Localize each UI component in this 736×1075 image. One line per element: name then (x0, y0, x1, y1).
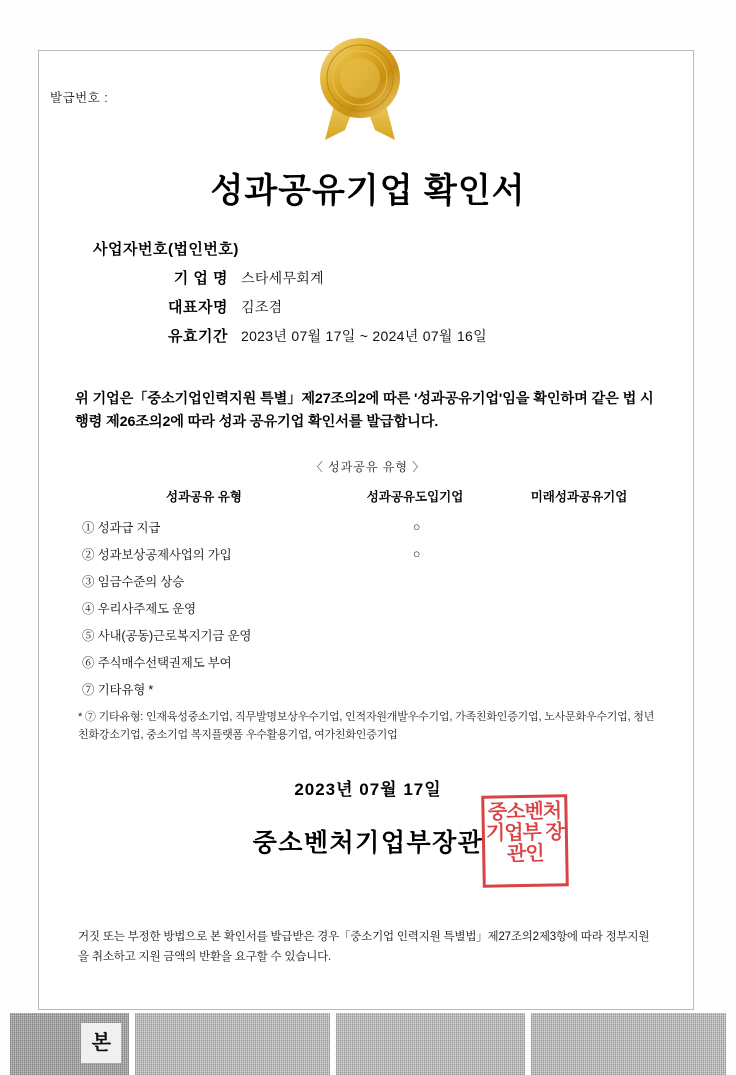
field-row (93, 267, 653, 288)
signer-title: 중소벤처기업부장관 (252, 829, 484, 857)
valid-period-value: 2023년 07월 17일 ~ 2024년 07월 16일 (241, 328, 487, 344)
confirmation-statement: 위 기업은「중소기업인력지원 특별」제27조의2에 따른 '성과공유기업'임을 확인하며 같은 법 시행령 제26조의2에 따라 성과 공유기업 확인서를 발급합니다. (75, 391, 654, 430)
type-label: ② 성과보상공제사업의 가입 (82, 547, 232, 562)
header-type: 성과공유 유형 (166, 490, 242, 504)
company-name-value: 스타세무회계 (241, 270, 324, 286)
representative-value: 김조겸 (241, 299, 283, 315)
field-row (93, 325, 653, 346)
table-row (78, 594, 658, 621)
footnote: * ⑦ 기타유형: 인재육성중소기업, 직무발명보상우수기업, 인적자원개발우수기업, 가족친화인증기업, 노사문화우수기업, 청년친화강소기업, 중소기업 복지플랫폼 우수활용기업, 여가친화인증기업 (78, 711, 655, 742)
type-label: ④ 우리사주제도 운영 (82, 601, 196, 616)
type-label: ① 성과급 지급 (82, 520, 161, 535)
issue-number-label: 발급번호 : (50, 91, 109, 105)
business-number-label: 사업자번호(법인번호) (93, 241, 239, 258)
field-row (93, 238, 653, 259)
table-row (78, 567, 658, 594)
gold-medal-seal-icon (295, 28, 425, 148)
types-table (78, 487, 658, 702)
table-row (78, 513, 658, 540)
type-label: ⑤ 사내(공동)근로복지기금 운영 (82, 628, 252, 643)
official-stamp: 중소벤처 기업부 장관인 (481, 794, 569, 887)
disclaimer-text: 거짓 또는 부정한 방법으로 본 확인서를 발급받은 경우「중소기업 인력지원 특별법」제27조의2제3항에 따라 정부지원을 취소하고 지원 금액의 반환을 요구할 수 있습니다. (78, 931, 650, 963)
types-table-header (78, 487, 658, 513)
table-row (78, 675, 658, 702)
table-row (78, 540, 658, 567)
scan-strip (10, 1013, 129, 1075)
header-adopted: 성과공유도입기업 (366, 490, 464, 504)
field-row (93, 296, 653, 317)
scan-strip (135, 1013, 330, 1075)
table-row (78, 621, 658, 648)
adopted-mark: ○ (412, 546, 421, 561)
strip-badge: 본 (81, 1023, 121, 1063)
issue-date: 2023년 07월 17일 (294, 780, 442, 799)
valid-period-label: 유효기간 (168, 328, 228, 345)
type-label: ③ 임금수준의 상승 (82, 574, 184, 589)
company-name-label: 기 업 명 (173, 270, 228, 287)
page-title: 성과공유기업 확인서 (210, 172, 526, 210)
table-row (78, 648, 658, 675)
adopted-mark: ○ (412, 519, 421, 534)
representative-label: 대표자명 (168, 299, 228, 316)
scan-strip (336, 1013, 525, 1075)
header-future: 미래성과공유기업 (530, 490, 628, 504)
fields-block (93, 238, 653, 354)
bottom-scan-strips (0, 1013, 736, 1075)
type-label: ⑦ 기타유형 * (82, 682, 154, 697)
type-label: ⑥ 주식매수선택권제도 부여 (82, 655, 232, 670)
scan-strip (531, 1013, 726, 1075)
types-heading: 〈 성과공유 유형 〉 (310, 460, 426, 474)
